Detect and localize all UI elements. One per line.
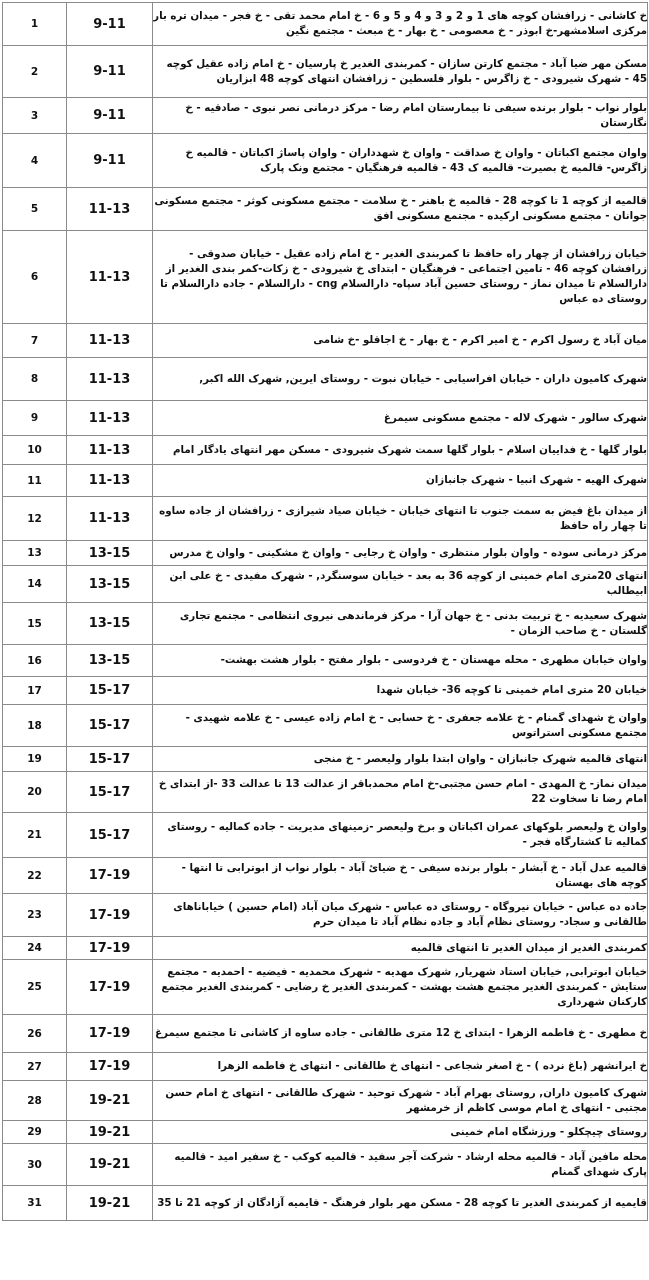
area-description: بلوار نواب - بلوار برنده سیفی تا بیمارستان امام رضا - مرکز درمانی نصر نبوی - صادقیه - خ نگارستان bbox=[153, 98, 648, 134]
table-row bbox=[3, 134, 648, 188]
area-description: قایمیه از کمربندی الغدیر تا کوچه 28 - مسکن مهر بلوار فرهنگ - قایمیه آزادگان از کوچه 21 تا 35 bbox=[153, 1186, 648, 1221]
row-number: 8 bbox=[3, 358, 67, 401]
time-range: 19-21 bbox=[67, 1121, 153, 1144]
table-row bbox=[3, 772, 648, 813]
area-description: واوان خ ولیعصر بلوکهای عمران اکباتان و برخ ولیعصر -زمینهای مدیریت - جاده کمالیه - روستای کمالیه تا کشتارگاه فجر - bbox=[153, 813, 648, 858]
row-number: 3 bbox=[3, 98, 67, 134]
row-number: 11 bbox=[3, 465, 67, 497]
area-description: کمربندی الغدیر از میدان الغدیر تا انتهای قالمیه bbox=[153, 937, 648, 960]
area-description: واوان خ شهدای گمنام - خ علامه جعفری - خ حسابی - خ امام زاده عیسی - خ علامه شهیدی - مجتمع مسکونی استراتوس bbox=[153, 705, 648, 747]
time-range: 13-15 bbox=[67, 645, 153, 677]
table-row bbox=[3, 858, 648, 894]
table-row bbox=[3, 566, 648, 603]
area-description: قالمیه از کوچه 1 تا کوچه 28 - قالمیه خ باهنر - خ سلامت - مجتمع مسکونی کوثر - مجتمع مسکونی جوانان - مجتمع مسکونی ارکیده - مجتمع مسکونی افق bbox=[153, 188, 648, 231]
time-range: 15-17 bbox=[67, 677, 153, 705]
time-range: 17-19 bbox=[67, 937, 153, 960]
table-row bbox=[3, 497, 648, 541]
table-row bbox=[3, 960, 648, 1015]
table-row bbox=[3, 705, 648, 747]
time-range: 11-13 bbox=[67, 231, 153, 324]
row-number: 12 bbox=[3, 497, 67, 541]
area-description: جاده ده عباس - خیابان نیروگاه - روستای ده عباس - شهرک میان آباد (امام حسین ) خیاباناهای طالقانی و سجاد- روستای نظام آباد و جاده نظام آباد تا میدان حرم bbox=[153, 894, 648, 937]
time-range: 9-11 bbox=[67, 46, 153, 98]
row-number: 31 bbox=[3, 1186, 67, 1221]
time-range: 13-15 bbox=[67, 541, 153, 566]
area-description: قالمیه عدل آباد - خ آبشار - بلوار برنده سیفی - خ ضیائ آباد - بلوار نواب از ابوترابی تا انتها - کوچه های بهستان bbox=[153, 858, 648, 894]
table-row bbox=[3, 358, 648, 401]
row-number: 6 bbox=[3, 231, 67, 324]
row-number: 29 bbox=[3, 1121, 67, 1144]
area-description: شهرک کامیون داران - خیابان افراسیابی - خیابان نبوت - روستای ایرین, شهرک الله اکبر, bbox=[153, 358, 648, 401]
row-number: 27 bbox=[3, 1053, 67, 1081]
area-description: شهرک الهیه - شهرک انبیا - شهرک جانبازان bbox=[153, 465, 648, 497]
time-range: 15-17 bbox=[67, 705, 153, 747]
time-range: 13-15 bbox=[67, 566, 153, 603]
area-description: انتهای 20متری امام خمینی از کوچه 36 به بعد - خیابان سوسنگرد, - شهرک مفیدی - خ علی ابن ابیطالب bbox=[153, 566, 648, 603]
time-range: 19-21 bbox=[67, 1144, 153, 1186]
row-number: 17 bbox=[3, 677, 67, 705]
row-number: 19 bbox=[3, 747, 67, 772]
area-description: روستای چیچکلو - ورزشگاه امام خمینی bbox=[153, 1121, 648, 1144]
area-description: واوان مجتمع اکباتان - واوان خ صداقت - واوان خ شهدداران - واوان پاساژ اکباتان - قالمیه خ زاگرس- قالمیه خ بصیرت- قالمیه ک 43 - قالمیه فرهنگیان - مجتمع ونک پارک bbox=[153, 134, 648, 188]
table-row bbox=[3, 677, 648, 705]
row-number: 21 bbox=[3, 813, 67, 858]
table-row bbox=[3, 465, 648, 497]
time-range: 11-13 bbox=[67, 465, 153, 497]
row-number: 20 bbox=[3, 772, 67, 813]
area-description: انتهای قالمیه شهرک جانبازان - واوان ابتدا بلوار ولیعصر - خ منجی bbox=[153, 747, 648, 772]
table-row bbox=[3, 894, 648, 937]
row-number: 2 bbox=[3, 46, 67, 98]
row-number: 16 bbox=[3, 645, 67, 677]
time-range: 11-13 bbox=[67, 188, 153, 231]
time-range: 17-19 bbox=[67, 960, 153, 1015]
row-number: 9 bbox=[3, 401, 67, 436]
time-range: 15-17 bbox=[67, 747, 153, 772]
row-number: 5 bbox=[3, 188, 67, 231]
area-description: خ مطهری - خ فاطمه الزهرا - ابتدای خ 12 متری طالقانی - جاده ساوه از کاشانی تا مجتمع سیمرغ bbox=[153, 1015, 648, 1053]
area-description: خیابان ابوترابی, خیابان استاد شهریار, شهرک مهدیه - شهرک محمدیه - فیضیه - احمدیه - مجتمع ستایش - کمربندی الغدیر مجتمع هشت بهشت - کمربندی الغدیر خ رضایی - کمربندی الغدیر مجتمع کارکنان شهرداری bbox=[153, 960, 648, 1015]
table-row bbox=[3, 1121, 648, 1144]
table-row bbox=[3, 1015, 648, 1053]
time-range: 11-13 bbox=[67, 436, 153, 465]
table-row bbox=[3, 747, 648, 772]
table-row bbox=[3, 645, 648, 677]
row-number: 26 bbox=[3, 1015, 67, 1053]
row-number: 7 bbox=[3, 324, 67, 358]
area-description: خیابان زرافشان از چهار راه حافظ تا کمربندی الغدیر - خ امام زاده عقیل - خیابان صدوقی - زرافشان کوچه 46 - تامین اجتماعی - فرهنگیان - ابتدای خ شیرودی - خ زکات-کمر بندی الغدیر از دارالسلام تا میدان نماز - روستای حسین آباد سپاه- دارالسلام cng - دارالسلام - جاده دارالسلام تا روستای ده عباس bbox=[153, 231, 648, 324]
table-row bbox=[3, 401, 648, 436]
outage-schedule-table bbox=[2, 2, 648, 1221]
time-range: 11-13 bbox=[67, 497, 153, 541]
row-number: 1 bbox=[3, 3, 67, 46]
table-row bbox=[3, 1053, 648, 1081]
area-description: مرکز درمانی سوده - واوان بلوار منتظری - واوان خ رجایی - واوان خ مشکینی - واوان خ مدرس bbox=[153, 541, 648, 566]
time-range: 17-19 bbox=[67, 1015, 153, 1053]
table-row bbox=[3, 436, 648, 465]
area-description: مسکن مهر ضیا آباد - مجتمع کارتن سازان - کمربندی الغدیر خ پارسیان - خ امام زاده عقیل کوچه 45 - شهرک شیرودی - خ زاگرس - بلوار فلسطین - زرافشان انتهای کوچه 48 ابزاریان bbox=[153, 46, 648, 98]
area-description: میان آباد خ رسول اکرم - خ امیر اکرم - خ بهار - خ اجاقلو -خ شامی bbox=[153, 324, 648, 358]
time-range: 17-19 bbox=[67, 858, 153, 894]
time-range: 11-13 bbox=[67, 401, 153, 436]
row-number: 18 bbox=[3, 705, 67, 747]
area-description: شهرک کامیون داران, روستای بهرام آباد - شهرک توحید - شهرک طالقانی - انتهای خ امام حسن مجتبی - انتهای خ امام موسی کاظم از خرمشهر bbox=[153, 1081, 648, 1121]
table-row bbox=[3, 541, 648, 566]
table-row bbox=[3, 231, 648, 324]
table-row bbox=[3, 1081, 648, 1121]
area-description: شهرک سعیدیه - خ تربیت بدنی - خ جهان آرا - مرکز فرماندهی نیروی انتظامی - مجتمع تجاری گلستان - خ صاحب الزمان - bbox=[153, 603, 648, 645]
table-row bbox=[3, 188, 648, 231]
row-number: 15 bbox=[3, 603, 67, 645]
row-number: 30 bbox=[3, 1144, 67, 1186]
time-range: 9-11 bbox=[67, 3, 153, 46]
area-description: محله مافین آباد - قالمیه محله ارشاد - شرکت آجر سفید - قالمیه کوکب - خ سفیر امید - قالمیه پارک شهدای گمنام bbox=[153, 1144, 648, 1186]
area-description: میدان نماز- خ المهدی - امام حسن مجتبی-خ امام محمدباقر از عدالت 13 تا عدالت 33 -از ابتدای خ امام رضا تا سخاوت 22 bbox=[153, 772, 648, 813]
time-range: 17-19 bbox=[67, 1053, 153, 1081]
table-row bbox=[3, 324, 648, 358]
row-number: 22 bbox=[3, 858, 67, 894]
time-range: 9-11 bbox=[67, 134, 153, 188]
area-description: واوان خیابان مطهری - محله مهستان - خ فردوسی - بلوار مفتح - بلوار هشت بهشت- bbox=[153, 645, 648, 677]
time-range: 13-15 bbox=[67, 603, 153, 645]
table-row bbox=[3, 813, 648, 858]
table-row bbox=[3, 1144, 648, 1186]
time-range: 9-11 bbox=[67, 98, 153, 134]
table-row bbox=[3, 46, 648, 98]
schedule-rows bbox=[3, 3, 648, 1221]
table-row bbox=[3, 3, 648, 46]
row-number: 25 bbox=[3, 960, 67, 1015]
row-number: 23 bbox=[3, 894, 67, 937]
time-range: 11-13 bbox=[67, 324, 153, 358]
row-number: 24 bbox=[3, 937, 67, 960]
row-number: 28 bbox=[3, 1081, 67, 1121]
time-range: 19-21 bbox=[67, 1186, 153, 1221]
time-range: 17-19 bbox=[67, 894, 153, 937]
row-number: 14 bbox=[3, 566, 67, 603]
time-range: 11-13 bbox=[67, 358, 153, 401]
table-row bbox=[3, 603, 648, 645]
area-description: شهرک سالور - شهرک لاله - مجتمع مسکونی سیمرغ bbox=[153, 401, 648, 436]
row-number: 4 bbox=[3, 134, 67, 188]
time-range: 19-21 bbox=[67, 1081, 153, 1121]
row-number: 13 bbox=[3, 541, 67, 566]
table-row bbox=[3, 937, 648, 960]
row-number: 10 bbox=[3, 436, 67, 465]
table-row bbox=[3, 98, 648, 134]
area-description: خیابان 20 متری امام خمینی تا کوچه 36- خیابان شهدا bbox=[153, 677, 648, 705]
area-description: خ کاشانی - زرافشان کوچه های 1 و 2 و 3 و 4 و 5 و 6 - خ امام محمد تقی - خ فجر - میدان تره بار مرکزی اسلامشهر-خ ابوذر - خ معصومی - خ بهار - خ مبعث - مجتمع نگین bbox=[153, 3, 648, 46]
table-row bbox=[3, 1186, 648, 1221]
time-range: 15-17 bbox=[67, 813, 153, 858]
time-range: 15-17 bbox=[67, 772, 153, 813]
area-description: خ ایرانشهر (باغ نرده ) - خ اصغر شجاعی - انتهای خ طالقانی - انتهای خ فاطمه الزهرا bbox=[153, 1053, 648, 1081]
area-description: بلوار گلها - خ فداییان اسلام - بلوار گلها سمت شهرک شیرودی - مسکن مهر انتهای یادگار امام bbox=[153, 436, 648, 465]
area-description: از میدان باغ فیض به سمت جنوب تا انتهای خیابان - خیابان صیاد شیرازی - زرافشان از جاده ساوه تا چهار راه حافظ bbox=[153, 497, 648, 541]
